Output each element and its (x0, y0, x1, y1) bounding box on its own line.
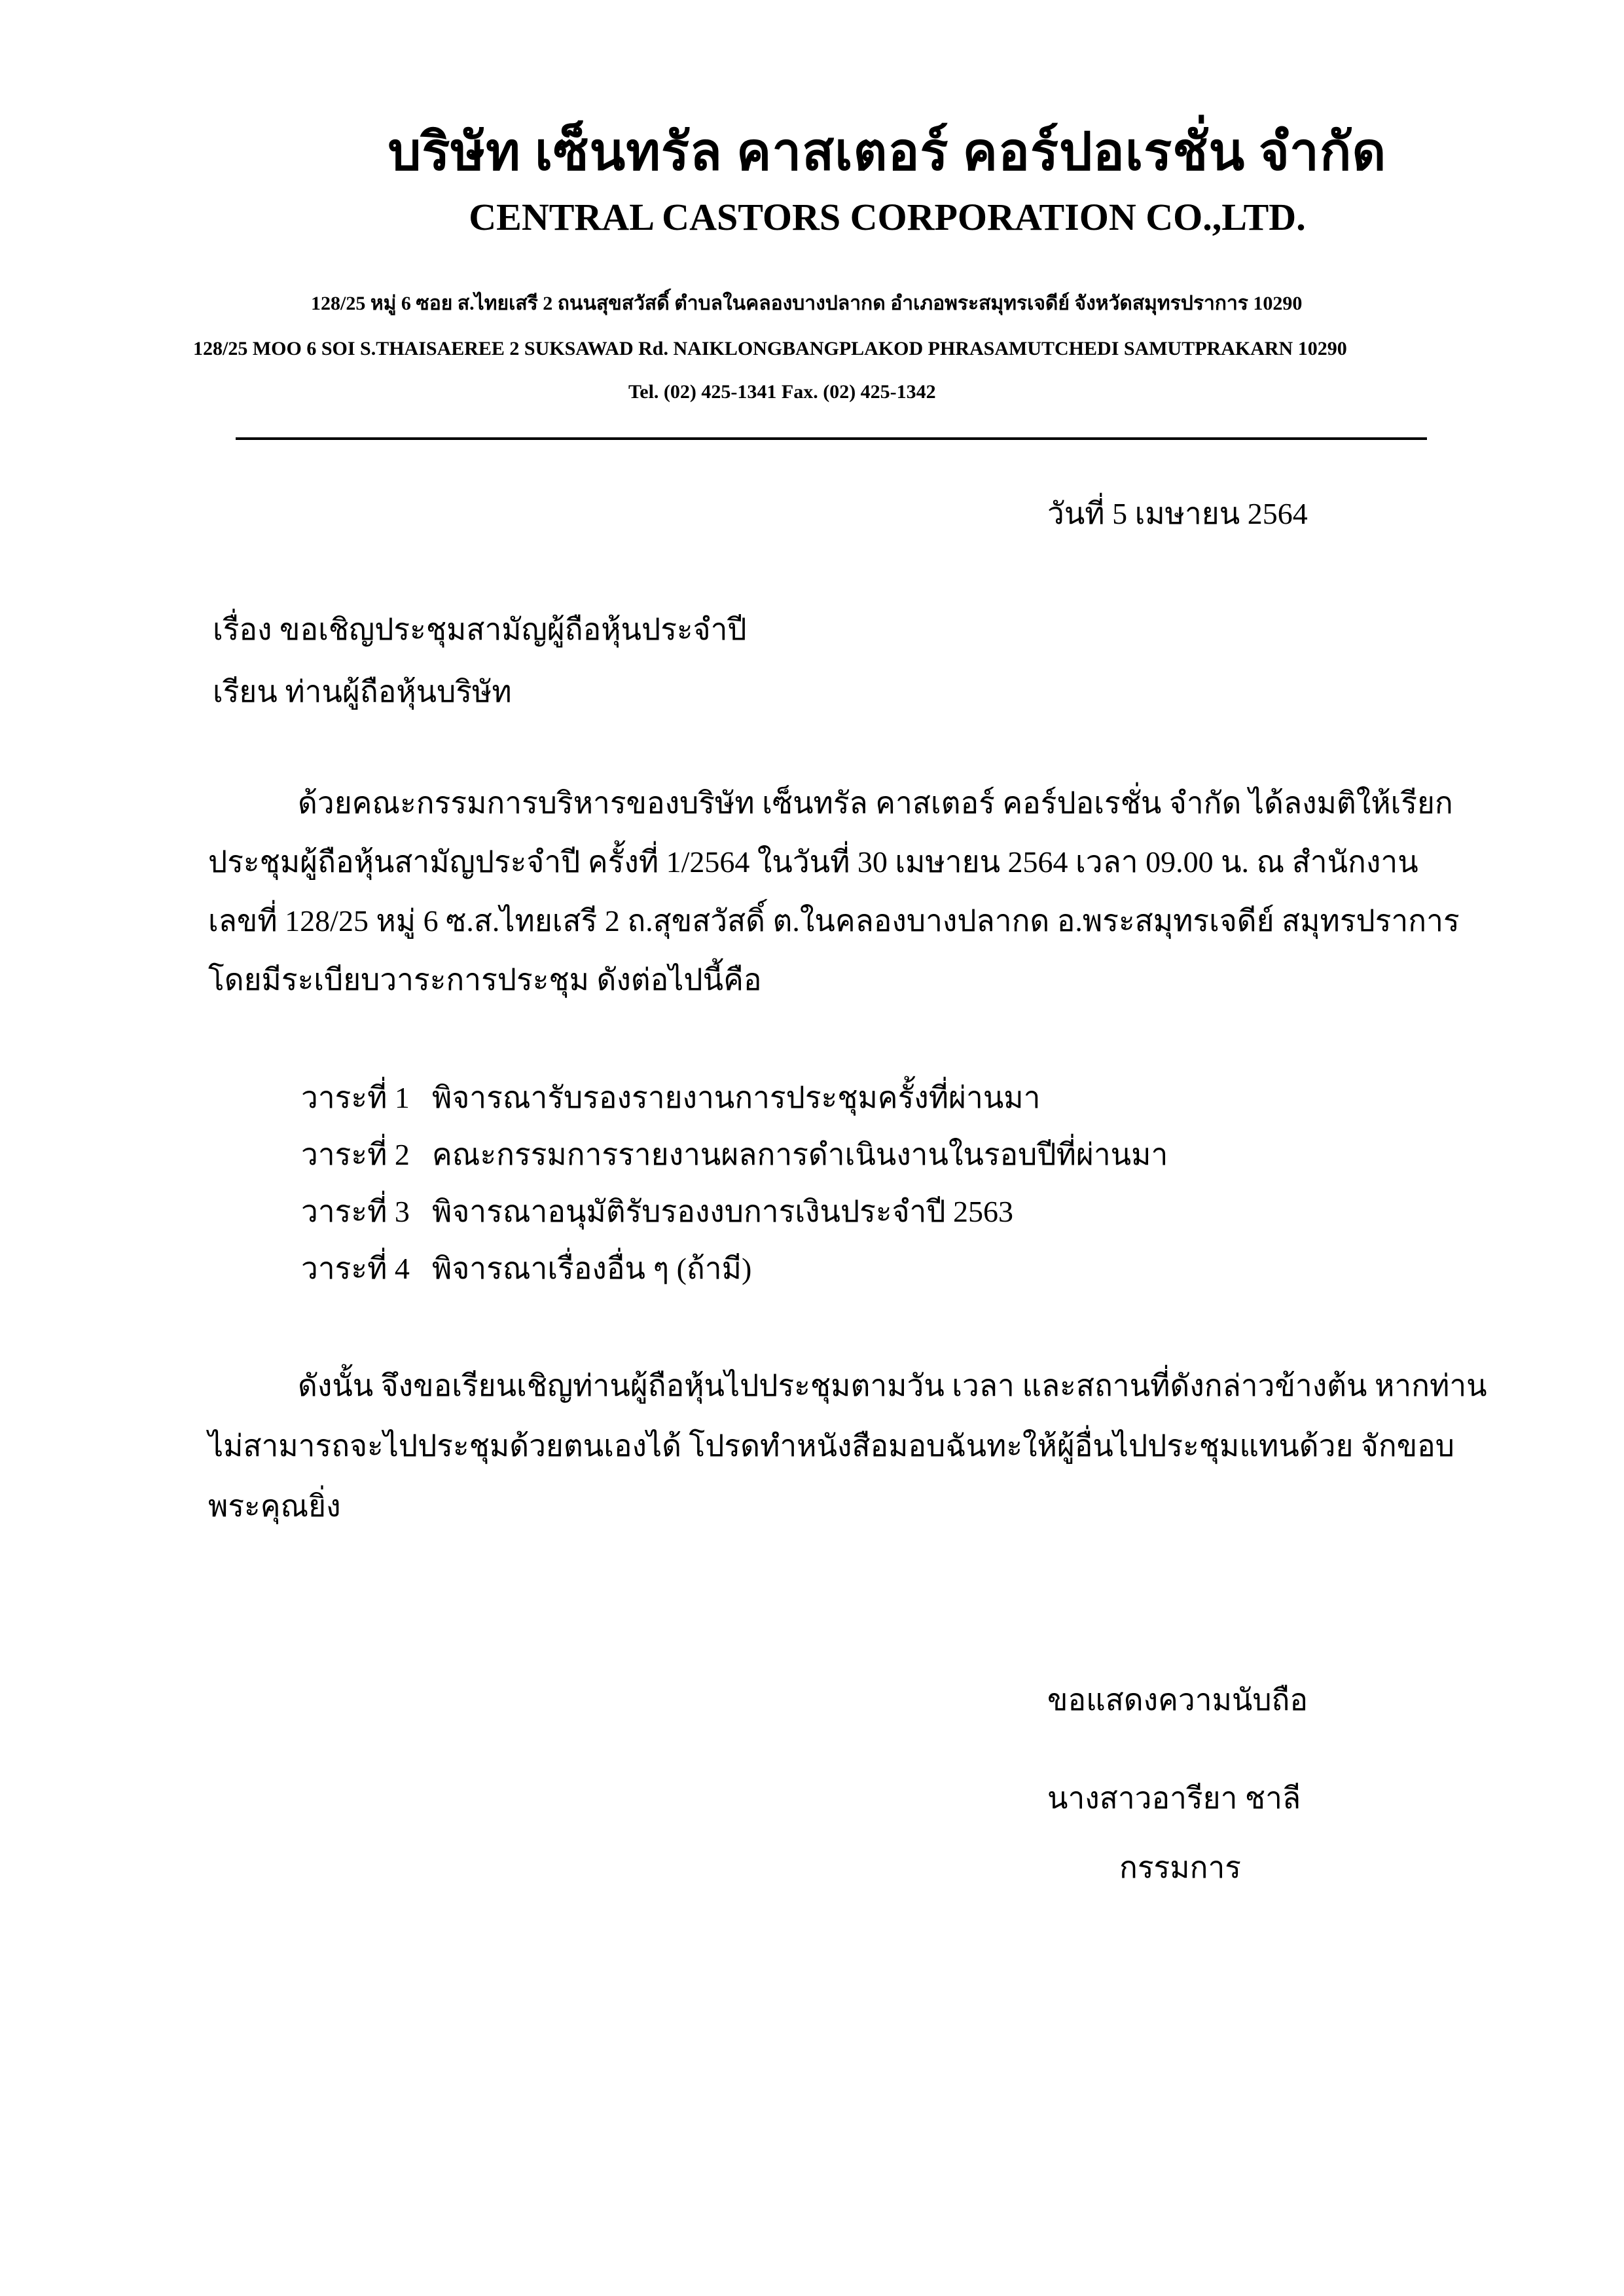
signer-position: กรรมการ (1119, 1851, 1241, 1884)
address-english: 128/25 MOO 6 SOI S.THAISAEREE 2 SUKSAWAD Rd. NAIKLONGBANGPLAKOD PHRASAMUTCHEDI SAMUTPRAKARN 10290 (193, 338, 1347, 359)
intro-line: เลขที่ 128/25 หมู่ 6 ซ.ส.ไทยเสรี 2 ถ.สุขสวัสดิ์ ต.ในคลองบางปลากด อ.พระสมุทรเจดีย์ สมุทรปราการ (208, 904, 1460, 938)
intro-line: โดยมีระเบียบวาระการประชุม ดังต่อไปนี้คือ (208, 963, 762, 996)
signer-name: นางสาวอารียา ชาลี (1047, 1781, 1301, 1815)
agenda-item-label: วาระที่ 2 (301, 1138, 410, 1171)
agenda-item-text: พิจารณาเรื่องอื่น ๆ (ถ้ามี) (432, 1252, 752, 1285)
company-name-thai: บริษัท เซ็นทรัล คาสเตอร์ คอร์ปอเรชั่น จำกัด (388, 124, 1387, 181)
closing-line: พระคุณยิ่ง (208, 1489, 341, 1523)
address-thai: 128/25 หมู่ 6 ซอย ส.ไทยเสรี 2 ถนนสุขสวัสดิ์ ตำบลในคลองบางปลากด อำเภอพระสมุทรเจดีย์ จังหวัดสมุทรปราการ 10290 (311, 293, 1303, 314)
agenda-item-text: พิจารณาอนุมัติรับรองงบการเงินประจำปี 2563 (432, 1195, 1014, 1228)
intro-line: ด้วยคณะกรรมการบริหารของบริษัท เซ็นทรัล คาสเตอร์ คอร์ปอเรชั่น จำกัด ได้ลงมติให้เรียก (298, 786, 1453, 820)
closing-line: ดังนั้น จึงขอเรียนเชิญท่านผู้ถือหุ้นไปประชุมตามวัน เวลา และสถานที่ดังกล่าวข้างต้น หากท่าน (298, 1369, 1487, 1402)
letterhead-divider (236, 437, 1427, 440)
closing-line: ไม่สามารถจะไปประชุมด้วยตนเองได้ โปรดทำหนังสือมอบฉันทะให้ผู้อื่นไปประชุมแทนด้วย จักขอบ (208, 1429, 1454, 1463)
company-name-english: CENTRAL CASTORS CORPORATION CO.,LTD. (469, 196, 1306, 238)
intro-line: ประชุมผู้ถือหุ้นสามัญประจำปี ครั้งที่ 1/2564 ในวันที่ 30 เมษายน 2564 เวลา 09.00 น. ณ สำนักงาน (208, 845, 1418, 879)
complimentary-close: ขอแสดงความนับถือ (1047, 1683, 1308, 1717)
agenda-item-text: พิจารณารับรองรายงานการประชุมครั้งที่ผ่านมา (432, 1081, 1041, 1114)
letter-date: วันที่ 5 เมษายน 2564 (1047, 497, 1308, 530)
agenda-item-label: วาระที่ 4 (301, 1252, 410, 1285)
agenda-item-label: วาระที่ 3 (301, 1195, 410, 1228)
agenda-item-text: คณะกรรมการรายงานผลการดำเนินงานในรอบปีที่ผ่านมา (432, 1138, 1168, 1171)
agenda-item-label: วาระที่ 1 (301, 1081, 410, 1114)
contact-numbers: Tel. (02) 425-1341 Fax. (02) 425-1342 (628, 381, 936, 403)
letter-subject: เรื่อง ขอเชิญประชุมสามัญผู้ถือหุ้นประจำปี (213, 613, 747, 646)
letter-salutation: เรียน ท่านผู้ถือหุ้นบริษัท (213, 675, 512, 708)
